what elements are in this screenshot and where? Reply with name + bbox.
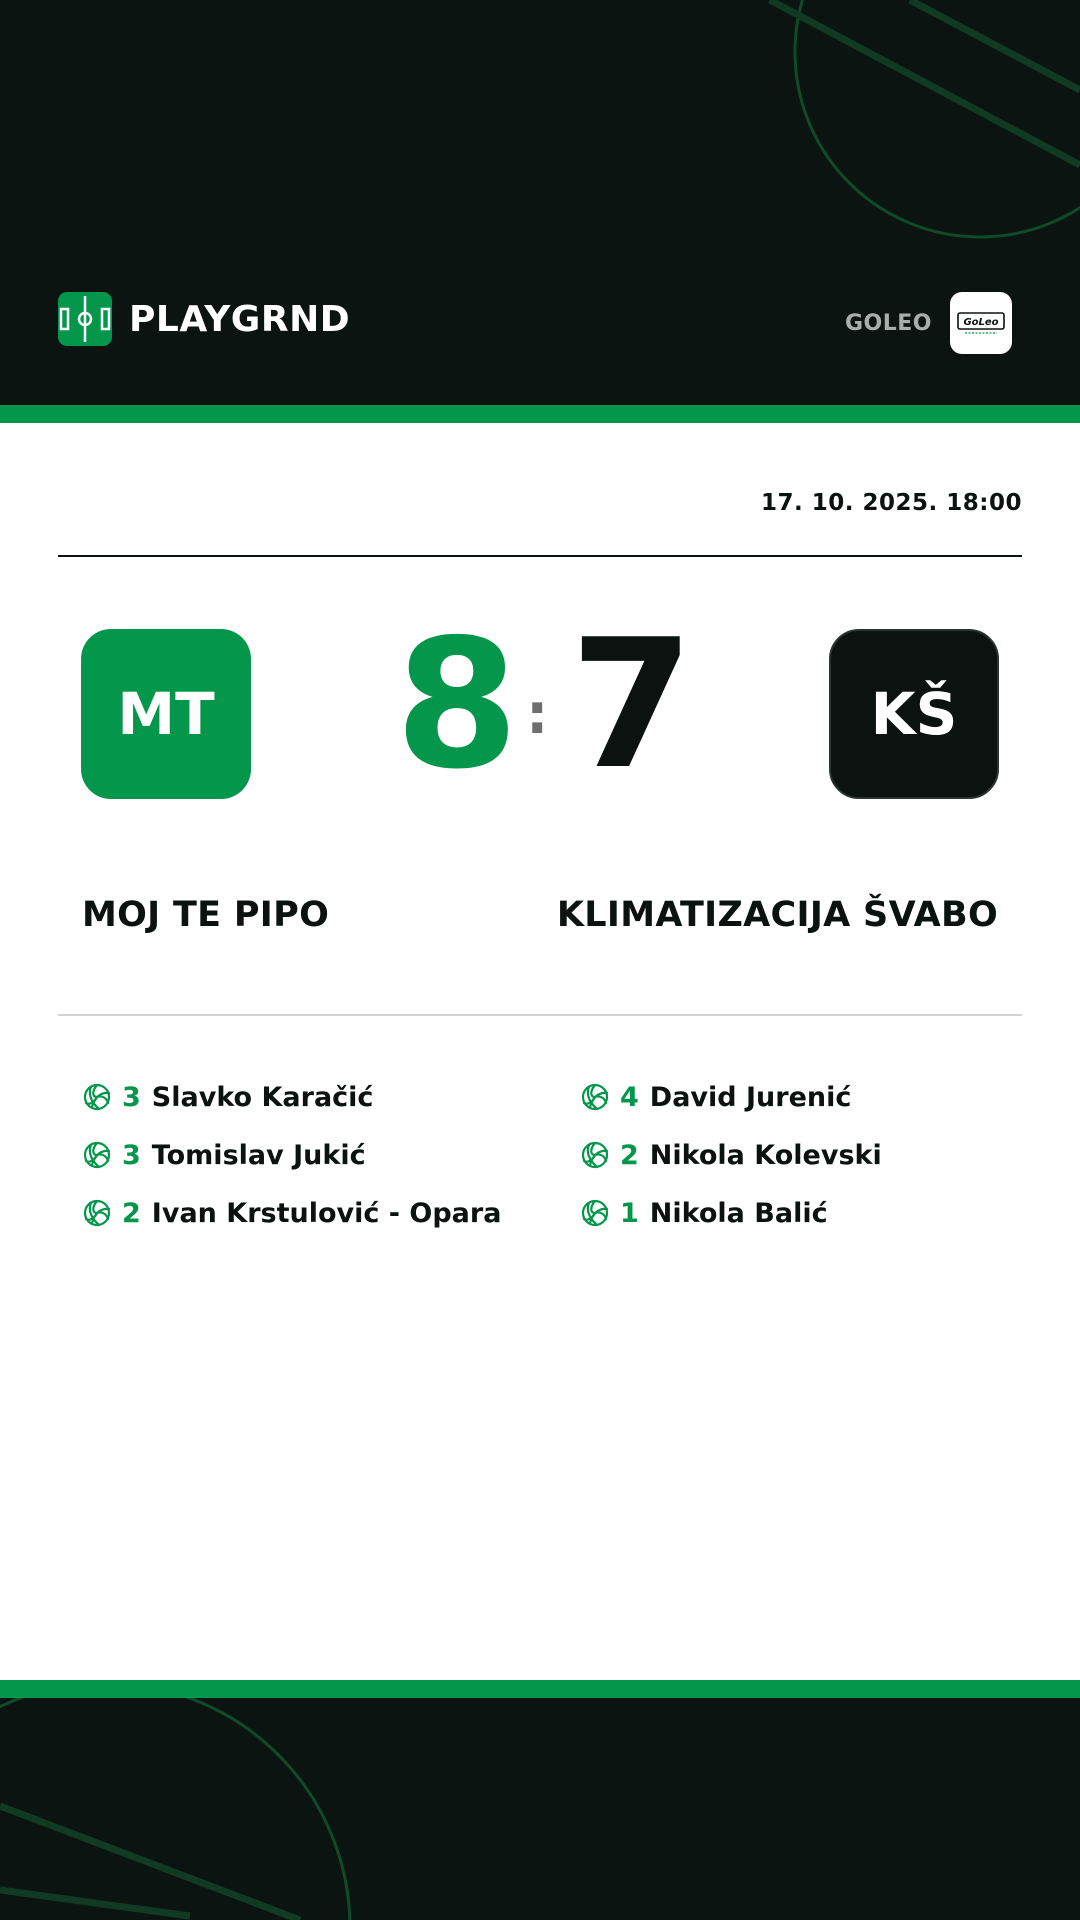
scorer-name: David Jurenić: [649, 1081, 852, 1113]
score-separator: :: [526, 682, 549, 747]
scorer-goals: 2: [122, 1197, 141, 1229]
footer-band: [0, 1698, 1080, 1920]
scorer-row: [580, 1184, 882, 1242]
home-scorers: [82, 1068, 501, 1242]
scorer-row: [82, 1068, 501, 1126]
divider: [58, 555, 1022, 557]
top-accent-stripe: [0, 405, 1080, 423]
divider: [58, 1014, 1022, 1016]
partner-name: GOLEO: [844, 310, 932, 336]
away-team-name: KLIMATIZACIJA ŠVABO: [556, 895, 998, 935]
partner-logo-text: GoLeo: [963, 317, 999, 328]
brand: [58, 292, 350, 346]
scorer-row: [82, 1126, 501, 1184]
scorer-name: Nikola Balić: [649, 1197, 828, 1229]
scorer-row: [580, 1126, 882, 1184]
home-team-name: MOJ TE PIPO: [82, 895, 330, 935]
scorer-row: [82, 1184, 501, 1242]
brand-name: PLAYGRND: [129, 298, 351, 340]
away-score: 7: [570, 601, 694, 808]
bottom-accent-stripe: [0, 1680, 1080, 1698]
scorer-name: Slavko Karačić: [151, 1081, 374, 1113]
away-team-badge: KŠ: [829, 629, 999, 799]
partner-logo: [950, 292, 1012, 354]
home-score: 8: [395, 601, 519, 808]
scorer-name: Nikola Kolevski: [649, 1139, 882, 1171]
header-band: [0, 0, 1080, 405]
ball-icon: [580, 1198, 610, 1228]
scorer-row: [580, 1068, 882, 1126]
ball-icon: [82, 1140, 112, 1170]
decorative-lines: [0, 1698, 1080, 1920]
scorer-goals: 3: [122, 1081, 141, 1113]
ball-icon: [580, 1082, 610, 1112]
ball-icon: [82, 1082, 112, 1112]
away-scorers: [580, 1068, 882, 1242]
ball-icon: [82, 1198, 112, 1228]
scorer-goals: 4: [620, 1081, 639, 1113]
scorer-name: Ivan Krstulović - Opara: [151, 1197, 502, 1229]
partner: [845, 292, 1012, 354]
scorer-name: Tomislav Jukić: [151, 1139, 366, 1171]
home-team-badge: MT: [81, 629, 251, 799]
match-datetime: 17. 10. 2025. 18:00: [761, 490, 1022, 516]
ball-icon: [580, 1140, 610, 1170]
scorer-goals: 2: [620, 1139, 639, 1171]
pitch-icon: [58, 292, 112, 346]
scorer-goals: 1: [620, 1197, 639, 1229]
scorer-goals: 3: [122, 1139, 141, 1171]
